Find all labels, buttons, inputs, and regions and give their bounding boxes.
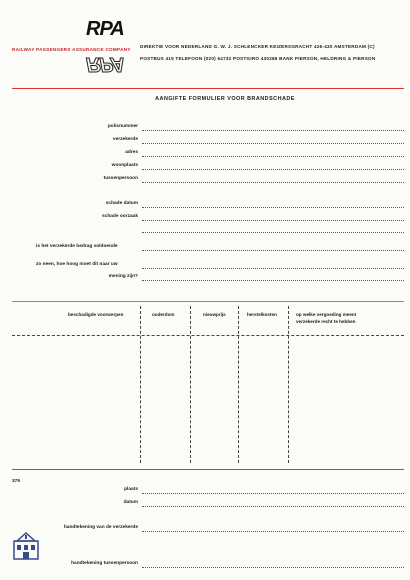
question-verzekerd-bedrag: is het verzekerde bedrag voldoende [36, 244, 118, 249]
field-input-hoogte-line1[interactable] [142, 268, 404, 269]
rpa-logo: RPA [86, 18, 124, 40]
company-name: RAILWAY PASSENGERS ASSURANCE COMPANY [12, 47, 131, 52]
question-hoogte-line1: zo neen, hoe hoog moet dit naar uw [36, 262, 118, 267]
field-input-handtekening-verzekerde[interactable] [142, 531, 404, 532]
field-label-handtekening-verzekerde: handtekening van de verzekerde [63, 525, 138, 530]
field-input-woonplaats[interactable] [142, 169, 404, 170]
section-divider-top [12, 301, 404, 302]
field-label-woonplaats: woonplaats [111, 163, 138, 168]
field-input-plaats[interactable] [142, 493, 404, 494]
rpa-logo-reflection: RPA [86, 53, 124, 75]
field-label-plaats: plaats [124, 487, 138, 492]
header-divider [12, 88, 404, 89]
table-header-vergoeding-line1: op welke vergoeding meent [296, 312, 357, 317]
table-column-separator [238, 306, 239, 463]
field-input-verzekerd-bedrag[interactable] [142, 250, 404, 251]
field-input-schade-oorzaak-line2[interactable] [142, 232, 404, 233]
field-input-polisnummer[interactable] [142, 130, 404, 131]
field-label-polisnummer: polisnummer [107, 124, 138, 129]
field-input-hoogte[interactable] [142, 280, 404, 281]
field-label-adres: adres [125, 150, 138, 155]
footer-divider [12, 469, 404, 470]
table-column-separator [190, 306, 191, 463]
table-header-herstelkosten: herstelkosten [247, 312, 277, 317]
page-number: 375 [12, 479, 21, 484]
table-column-separator [140, 306, 141, 463]
building-emblem-icon [13, 532, 39, 560]
header-contact-line: POSTBUS 415 TELEFOON (020) 64732 POSTGIRO 430286 BANK PIERSON, HELDRING & PIERSON [140, 56, 376, 61]
table-header-divider [12, 335, 404, 336]
field-input-adres[interactable] [142, 156, 404, 157]
table-header-beschadigde-voorwerpen: beschadigde voorwerpen [68, 312, 124, 317]
field-label-handtekening-tussenpersoon: handtekening tussenpersoon [71, 561, 138, 566]
field-input-schade-oorzaak[interactable] [142, 220, 404, 221]
field-input-tussenpersoon[interactable] [142, 182, 404, 183]
field-label-tussenpersoon: tussenpersoon [103, 176, 138, 181]
field-input-handtekening-tussenpersoon[interactable] [142, 567, 404, 568]
table-header-vergoeding-line2: verzekerde recht te hebben [296, 319, 356, 324]
question-hoogte-line2: mening zijn? [108, 274, 138, 279]
header-address-line: DIREKTIE VOOR NEDERLAND G. W. J. SCHLENCKER KEIZERSGRACHT 426-430 AMSTERDAM (C) [140, 44, 375, 49]
table-header-vergoeding [296, 311, 356, 325]
field-label-datum: datum [123, 500, 138, 505]
field-label-schade-datum: schade datum [105, 201, 138, 206]
field-input-datum[interactable] [142, 506, 404, 507]
field-input-verzekerde[interactable] [142, 143, 404, 144]
field-label-verzekerde: verzekerde [112, 137, 138, 142]
table-header-ouderdom: ouderdom [152, 312, 175, 317]
table-header-nieuwprijs: nieuwprijs [203, 312, 226, 317]
field-input-schade-datum[interactable] [142, 207, 404, 208]
field-label-schade-oorzaak: schade oorzaak [102, 214, 138, 219]
table-column-separator [288, 306, 289, 463]
form-title: AANGIFTE FORMULIER VOOR BRANDSCHADE [155, 96, 295, 102]
